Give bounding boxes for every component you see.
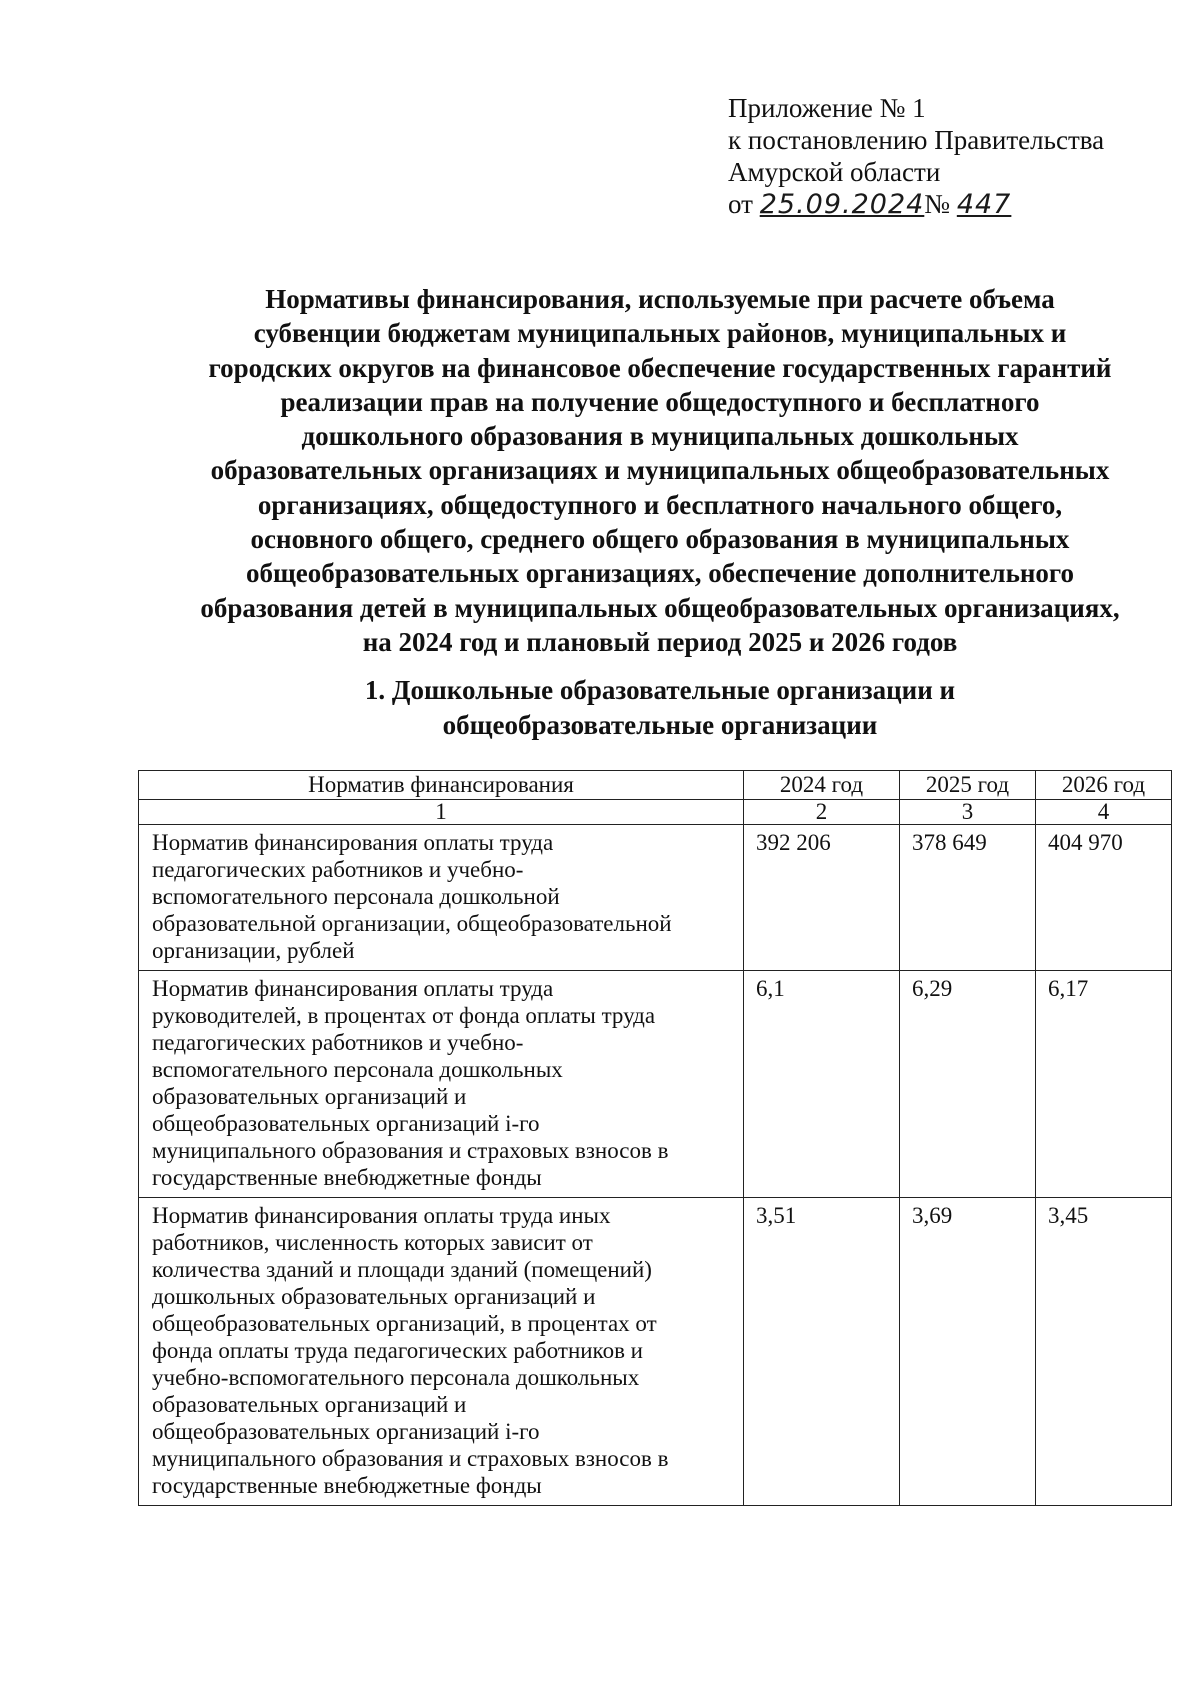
appendix-date-line xyxy=(728,188,1104,221)
title-line: основного общего, среднего общего образования в муниципальных xyxy=(250,524,1070,555)
title-line: образовательных организациях и муниципальных общеобразовательных xyxy=(210,455,1110,486)
column-number: 4 xyxy=(1036,800,1172,825)
description-line: образовательных организаций и xyxy=(152,1084,467,1109)
column-number-row xyxy=(139,800,1172,825)
table-header-row xyxy=(139,771,1172,800)
appendix-resolution: к постановлению Правительства xyxy=(728,125,1105,155)
value-2026: 3,45 xyxy=(1036,1198,1172,1506)
row-description xyxy=(139,1198,744,1506)
header-2026: 2026 год xyxy=(1036,771,1172,800)
description-line: муниципального образования и страховых взносов в xyxy=(152,1446,669,1471)
appendix-number: Приложение № 1 xyxy=(728,93,926,123)
date-prefix: от xyxy=(728,189,753,219)
title-line: на 2024 год и плановый период 2025 и 2026 годов xyxy=(362,626,958,657)
description-line: общеобразовательных организаций i-го xyxy=(152,1419,540,1444)
title-line: субвенции бюджетам муниципальных районов, муниципальных и xyxy=(253,318,1067,349)
column-number: 2 xyxy=(744,800,900,825)
title-line: общеобразовательных организациях, обеспечение дополнительного xyxy=(245,558,1075,589)
value-2025: 378 649 xyxy=(900,825,1036,971)
appendix-block xyxy=(728,92,1104,221)
header-2024: 2024 год xyxy=(744,771,900,800)
description-line: Норматив финансирования оплаты труда иных xyxy=(152,1203,611,1228)
table-row xyxy=(139,1198,1172,1506)
table-row xyxy=(139,971,1172,1198)
norms-table xyxy=(138,770,1172,1506)
row-description xyxy=(139,825,744,971)
description-line: педагогических работников и учебно- xyxy=(152,1030,524,1055)
appendix-region: Амурской области xyxy=(728,157,941,187)
section-line: общеобразовательные организации xyxy=(442,710,878,740)
description-line: образовательной организации, общеобразовательной xyxy=(152,911,672,936)
title-line: дошкольного образования в муниципальных дошкольных xyxy=(301,421,1019,452)
description-line: образовательных организаций и xyxy=(152,1392,467,1417)
description-line: количества зданий и площади зданий (помещений) xyxy=(152,1257,652,1282)
header-2025: 2025 год xyxy=(900,771,1036,800)
column-number: 3 xyxy=(900,800,1036,825)
section-line: 1. Дошкольные образовательные организации и xyxy=(364,675,956,705)
title-line: Нормативы финансирования, используемые при расчете объема xyxy=(265,284,1055,314)
handwritten-number: 447 xyxy=(956,189,1012,220)
value-2025: 3,69 xyxy=(900,1198,1036,1506)
header-norm: Норматив финансирования xyxy=(139,771,744,800)
column-number: 1 xyxy=(139,800,744,825)
description-line: государственные внебюджетные фонды xyxy=(152,1473,542,1498)
value-2024: 392 206 xyxy=(744,825,900,971)
value-2026: 6,17 xyxy=(1036,971,1172,1198)
value-2025: 6,29 xyxy=(900,971,1036,1198)
description-line: дошкольных образовательных организаций и xyxy=(152,1284,596,1309)
row-description xyxy=(139,971,744,1198)
description-line: Норматив финансирования оплаты труда xyxy=(152,976,554,1001)
value-2024: 6,1 xyxy=(744,971,900,1198)
description-line: вспомогательного персонала дошкольных xyxy=(152,1057,563,1082)
value-2026: 404 970 xyxy=(1036,825,1172,971)
description-line: учебно-вспомогательного персонала дошкольных xyxy=(152,1365,640,1390)
description-line: организации, рублей xyxy=(152,938,355,963)
document-title xyxy=(150,282,1170,659)
description-line: фонда оплаты труда педагогических работников и xyxy=(152,1338,643,1363)
description-line: общеобразовательных организаций i-го xyxy=(152,1111,540,1136)
description-line: Норматив финансирования оплаты труда xyxy=(152,830,554,855)
title-line: образования детей в муниципальных общеобразовательных организациях, xyxy=(200,592,1120,623)
handwritten-date: 25.09.2024 xyxy=(759,189,925,220)
description-line: педагогических работников и учебно- xyxy=(152,857,524,882)
description-line: руководителей, в процентах от фонда оплаты труда xyxy=(152,1003,656,1028)
number-prefix: № xyxy=(924,189,951,219)
description-line: работников, численность которых зависит от xyxy=(152,1230,593,1255)
description-line: общеобразовательных организаций, в процентах от xyxy=(152,1311,657,1336)
title-line: организациях, общедоступного и бесплатного начального общего, xyxy=(257,489,1063,520)
title-line: городских округов на финансовое обеспечение государственных гарантий xyxy=(208,352,1112,383)
description-line: муниципального образования и страховых взносов в xyxy=(152,1138,669,1163)
section-heading xyxy=(150,673,1170,743)
description-line: вспомогательного персонала дошкольной xyxy=(152,884,560,909)
value-2024: 3,51 xyxy=(744,1198,900,1506)
title-line: реализации прав на получение общедоступного и бесплатного xyxy=(280,386,1040,417)
description-line: государственные внебюджетные фонды xyxy=(152,1165,542,1190)
table-row xyxy=(139,825,1172,971)
